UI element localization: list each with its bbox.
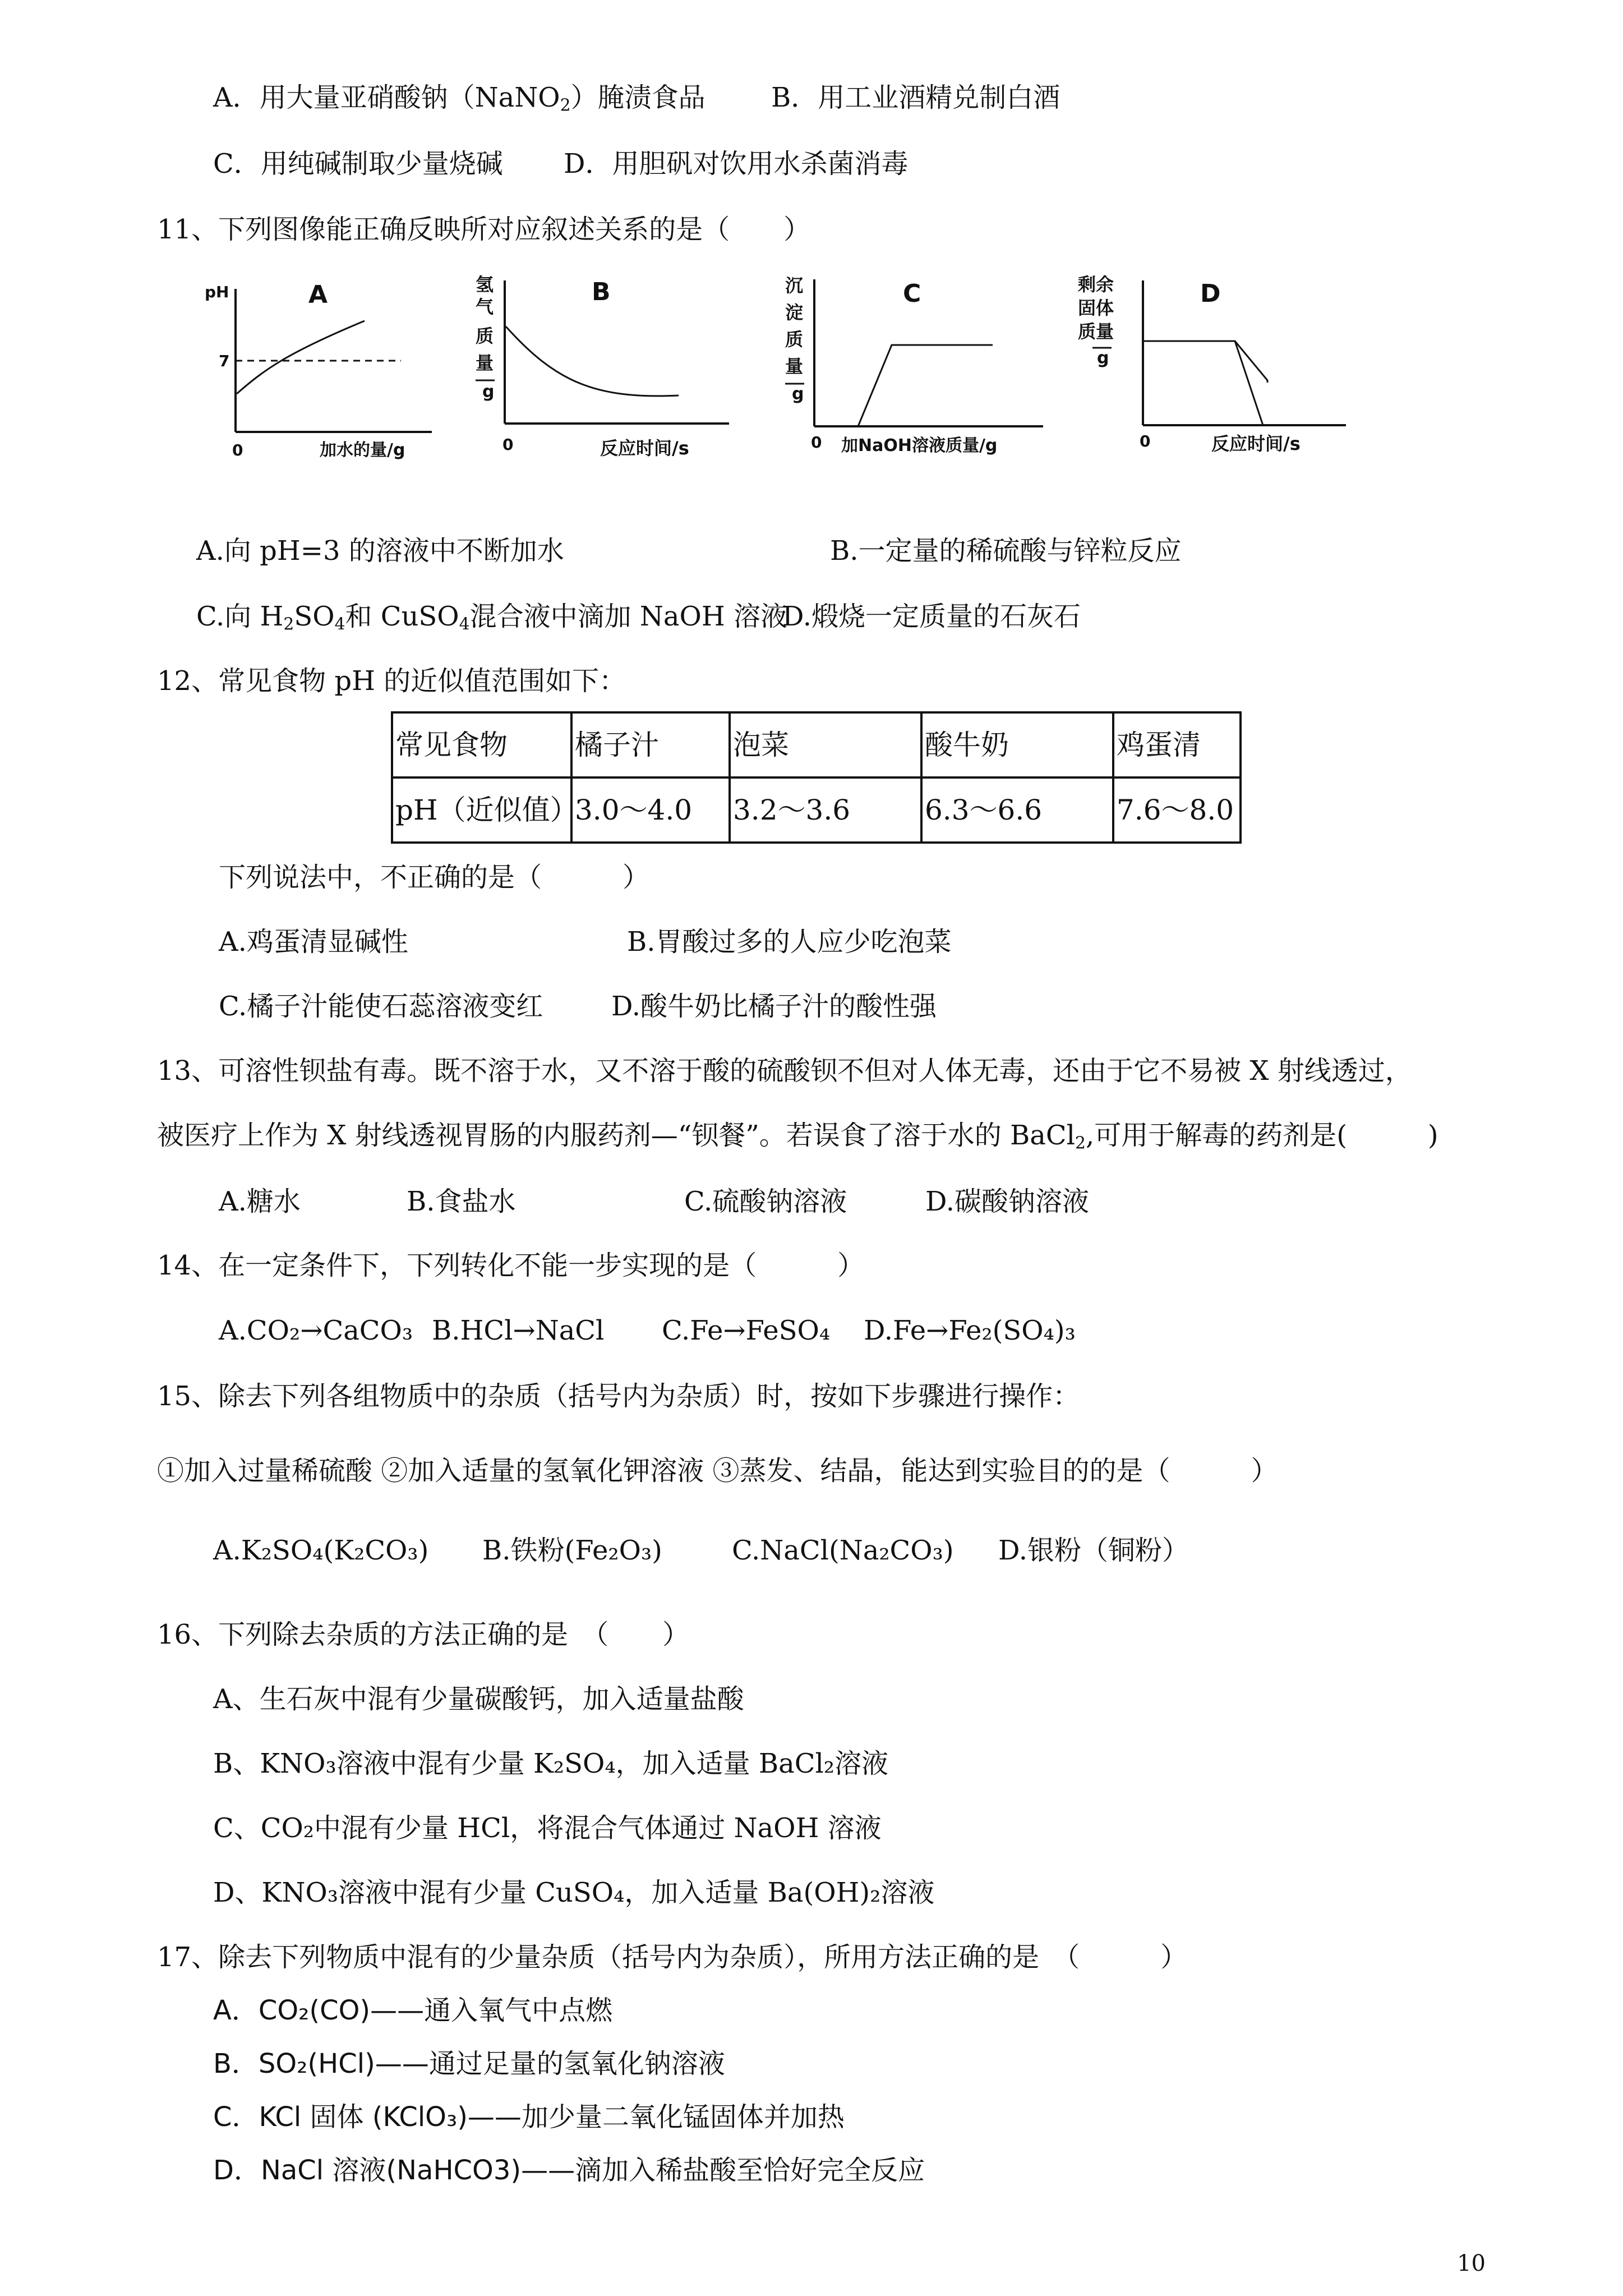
table-row (392, 712, 1241, 777)
table-cell: 3.0～4.0 (571, 777, 730, 843)
q10-option-b: B．用工业酒精兑制白酒 (771, 82, 1061, 113)
q14-option-b: B.HCl→NaCl (432, 1315, 605, 1346)
chart-b-ylabel-4: 量 (476, 352, 494, 374)
q15-option-b: B.铁粉(Fe₂O₃) (482, 1535, 662, 1566)
ph-table (391, 711, 1242, 844)
table-cell: 酸牛奶 (921, 712, 1113, 777)
q15-steps: ①加入过量稀硫酸 ②加入适量的氢氧化钾溶液 ③蒸发、结晶，能达到实验目的的是（ ） (157, 1455, 1278, 1487)
chart-a-origin: 0 (232, 441, 243, 459)
chart-c-ylabel-1: 沉 (785, 275, 804, 296)
q11-option-d: D.煅烧一定质量的石灰石 (782, 601, 1081, 632)
chart-c-ylabel-3: 质 (785, 329, 804, 350)
chart-a-xlabel: 加水的量/g (320, 440, 405, 460)
q13-option-c: C.硫酸钠溶液 (684, 1186, 847, 1217)
q12-question: 下列说法中，不正确的是（ ） (219, 862, 650, 893)
chart-d-ylabel-3: 质量 (1078, 321, 1114, 342)
q17-stem: 17、除去下列物质中混有的少量杂质（括号内为杂质），所用方法正确的是 （ ） (157, 1941, 1188, 1973)
chart-b-yunit: g (482, 382, 495, 402)
table-cell: 3.2～3.6 (730, 777, 921, 843)
q11-option-b: B.一定量的稀硫酸与锌粒反应 (830, 535, 1182, 567)
table-cell: pH（近似值） (392, 777, 571, 843)
q11-option-a: A.向 pH=3 的溶液中不断加水 (196, 535, 564, 567)
q12-option-a: A.鸡蛋清显碱性 (219, 926, 408, 958)
q12-option-c: C.橘子汁能使石蕊溶液变红 (219, 991, 543, 1022)
chart-b-origin: 0 (502, 435, 514, 454)
q13-option-d: D.碳酸钠溶液 (925, 1186, 1090, 1217)
q17-option-a: A．CO₂(CO)——通入氧气中点燃 (213, 1995, 613, 2026)
q14-option-d: D.Fe→Fe₂(SO₄)₃ (864, 1315, 1076, 1346)
q12-option-b: B.胃酸过多的人应少吃泡菜 (627, 926, 952, 958)
q17-option-c: C．KCl 固体 (KClO₃)——加少量二氧化锰固体并加热 (213, 2101, 845, 2133)
q14-option-a: A.CO₂→CaCO₃ (219, 1315, 413, 1346)
q14-stem: 14、在一定条件下，下列转化不能一步实现的是（ ） (157, 1250, 865, 1281)
chart-c-yunit: g (792, 384, 804, 404)
q17-option-d: D．NaCl 溶液(NaHCO3)——滴加入稀盐酸至恰好完全反应 (213, 2155, 925, 2186)
q17-option-b: B．SO₂(HCl)——通过足量的氢氧化钠溶液 (213, 2048, 725, 2079)
q12-option-d: D.酸牛奶比橘子汁的酸性强 (611, 991, 937, 1022)
chart-d-ylabel-2: 固体 (1078, 297, 1114, 319)
chart-c-curve (858, 345, 993, 426)
q10-option-d: D．用胆矾对饮用水杀菌消毒 (564, 148, 909, 180)
q16-stem: 16、下列除去杂质的方法正确的是 （ ） (157, 1619, 690, 1650)
chart-b-ylabel-3: 质 (476, 325, 494, 347)
q11-stem: 11、下列图像能正确反映所对应叙述关系的是（ ） (157, 214, 811, 245)
q10-option-c: C．用纯碱制取少量烧碱 (213, 148, 503, 180)
chart-c-xlabel: 加NaOH溶液质量/g (841, 436, 998, 455)
table-cell: 7.6～8.0 (1113, 777, 1241, 843)
chart-c-letter: C (903, 279, 921, 308)
chart-d (1077, 269, 1368, 466)
table-cell: 常见食物 (392, 712, 571, 777)
q13-option-b: B.食盐水 (407, 1186, 516, 1217)
q12-stem: 12、常见食物 pH 的近似值范围如下： (157, 665, 626, 697)
chart-c-ylabel-4: 量 (785, 356, 804, 377)
chart-b-ylabel-2: 气 (476, 296, 494, 318)
chart-d-xlabel: 反应时间/s (1211, 433, 1301, 454)
chart-a (196, 275, 449, 466)
chart-b-ylabel-1: 氢 (476, 274, 494, 295)
q15-stem: 15、除去下列各组物质中的杂质（括号内为杂质）时，按如下步骤进行操作： (157, 1381, 1080, 1412)
chart-a-ytick: 7 (219, 352, 230, 370)
chart-d-letter: D (1200, 279, 1221, 308)
chart-c-ylabel-2: 淀 (785, 302, 804, 323)
chart-d-curve (1144, 341, 1267, 383)
table-row (392, 777, 1241, 843)
q13-line2: 被医疗上作为 X 射线透视胃肠的内服药剂—“钡餐”。若误食了溶于水的 BaCl$_2$,可用于解毒的药剂是( ) (157, 1120, 1438, 1153)
table-cell: 泡菜 (730, 712, 921, 777)
chart-b (465, 269, 735, 466)
q15-option-c: C.NaCl(Na₂CO₃) (732, 1535, 954, 1566)
chart-d-origin: 0 (1140, 432, 1151, 450)
chart-d-curve-tail (1235, 341, 1263, 425)
table-cell: 橘子汁 (571, 712, 730, 777)
chart-a-ylabel: pH (205, 283, 229, 301)
chart-b-letter: B (592, 278, 611, 306)
q16-option-b: B、KNO₃溶液中混有少量 K₂SO₄，加入适量 BaCl₂溶液 (213, 1748, 889, 1779)
chart-c-origin: 0 (811, 433, 822, 452)
chart-d-ylabel-1: 剩余 (1078, 274, 1114, 295)
q15-option-d: D.银粉（铜粉） (998, 1535, 1189, 1566)
q11-option-c: C.向 $H_2SO_4$和 CuSO$_4$混合液中滴加 NaOH 溶液 (196, 601, 787, 634)
q10-option-a: A．用大量亚硝酸钠（NaNO$_2$）腌渍食品 (213, 82, 706, 116)
q14-option-c: C.Fe→FeSO₄ (662, 1315, 831, 1346)
q15-option-a: A.K₂SO₄(K₂CO₃) (213, 1535, 429, 1566)
chart-b-curve (506, 326, 679, 396)
q13-line1: 13、可溶性钡盐有毒。既不溶于水，又不溶于酸的硫酸钡不但对人体无毒，还由于它不易被 X 射线透过， (157, 1055, 1412, 1087)
q16-option-a: A、生石灰中混有少量碳酸钙，加入适量盐酸 (213, 1683, 744, 1715)
q16-option-c: C、CO₂中混有少量 HCl，将混合气体通过 NaOH 溶液 (213, 1812, 882, 1844)
chart-b-xlabel: 反应时间/s (600, 438, 689, 459)
chart-d-yunit: g (1097, 348, 1109, 368)
page-number: 10 (1457, 2251, 1486, 2276)
table-cell: 6.3～6.6 (921, 777, 1113, 843)
q13-option-a: A.糖水 (219, 1186, 301, 1217)
chart-a-letter: A (308, 280, 328, 309)
chart-a-curve (237, 321, 365, 394)
table-cell: 鸡蛋清 (1113, 712, 1241, 777)
chart-c (780, 269, 1071, 466)
q16-option-d: D、KNO₃溶液中混有少量 CuSO₄，加入适量 Ba(OH)₂溶液 (213, 1877, 935, 1908)
